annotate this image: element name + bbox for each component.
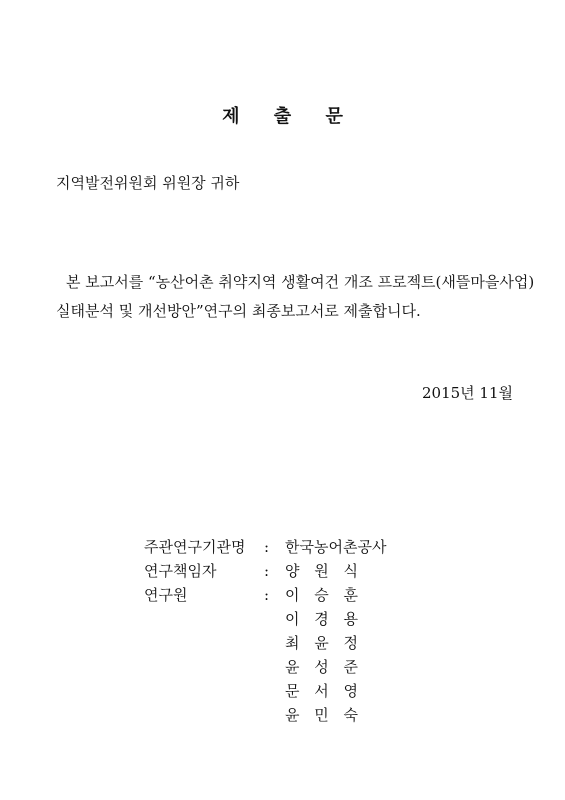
staff-colon: : — [264, 586, 270, 604]
staff-name: 문 서 영 — [285, 682, 364, 700]
staff-colon: : — [264, 538, 270, 556]
statement-line: 본 보고서를 “농산어촌 취약지역 생활여건 개조 프로젝트(새뜰마을사업) — [66, 273, 535, 291]
staff-role: 연구원 — [144, 586, 188, 604]
title-char: 출 — [273, 106, 292, 127]
staff-name: 이 경 용 — [285, 610, 364, 628]
staff-role: 주관연구기관명 — [144, 538, 246, 556]
staff-colon: : — [264, 562, 270, 580]
addressee: 지역발전위원회 위원장 귀하 — [56, 174, 240, 192]
statement-line: 실태분석 및 개선방안”연구의 최종보고서로 제출합니다. — [56, 302, 421, 320]
submission-statement — [56, 268, 535, 326]
submission-date: 2015년 11월 — [421, 384, 513, 402]
staff-name: 최 윤 정 — [285, 634, 364, 652]
staff-name: 한국농어촌공사 — [285, 538, 387, 556]
document-title — [0, 102, 565, 128]
staff-role: 연구책임자 — [144, 562, 217, 580]
staff-name: 이 승 훈 — [285, 586, 364, 604]
staff-name: 양 원 식 — [285, 562, 364, 580]
title-char: 제 — [222, 106, 240, 127]
staff-name: 윤 성 준 — [285, 658, 364, 676]
staff-name: 윤 민 숙 — [285, 706, 364, 724]
title-char: 문 — [325, 106, 343, 127]
